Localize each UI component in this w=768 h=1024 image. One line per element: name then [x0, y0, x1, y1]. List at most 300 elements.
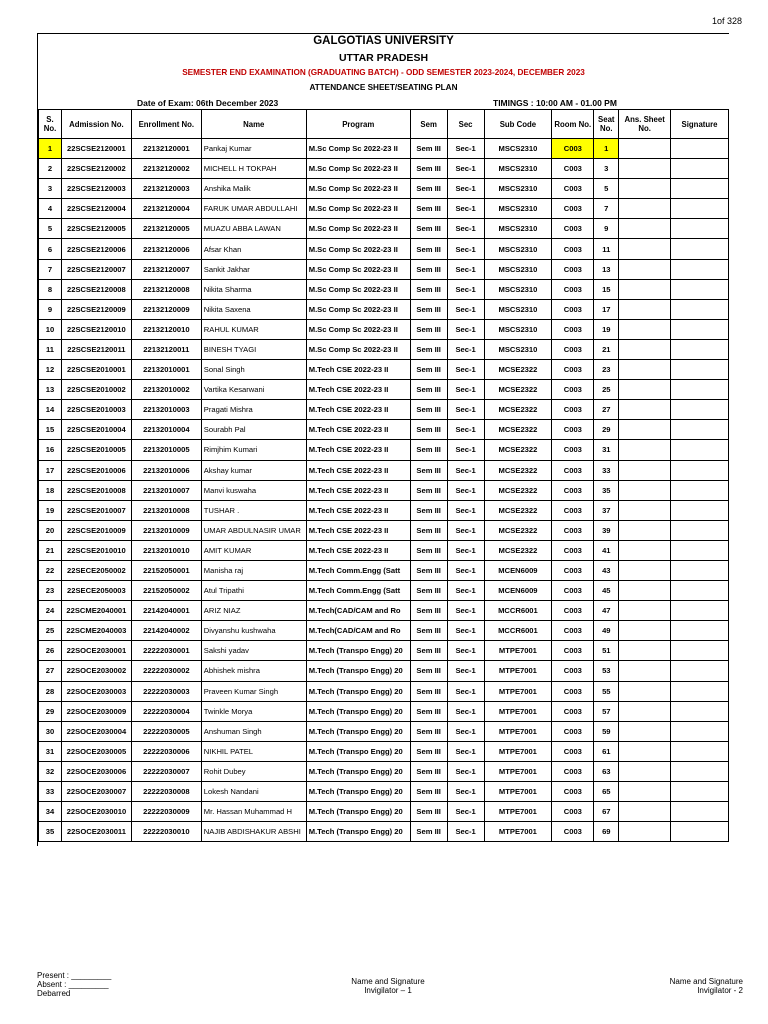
cell-room-no: C003: [552, 681, 594, 701]
cell-program: M.Tech(CAD/CAM and Ro: [306, 621, 410, 641]
cell-enrollment-no: 22222030001: [131, 641, 201, 661]
cell-admission-no: 22SOCE2030009: [61, 701, 131, 721]
cell-admission-no: 22SCSE2120005: [61, 219, 131, 239]
cell-room-no: C003: [552, 500, 594, 520]
cell-seat-no: 7: [594, 199, 619, 219]
attendance-sheet: [37, 33, 729, 846]
cell-sno: 28: [39, 681, 62, 701]
cell-sem: Sem III: [410, 802, 447, 822]
col-header-sec: Sec: [447, 110, 484, 139]
exam-title: SEMESTER END EXAMINATION (GRADUATING BATCH) - ODD SEMESTER 2023-2024, DECEMBER 2023: [182, 68, 585, 77]
cell-admission-no: 22SOCE2030010: [61, 802, 131, 822]
cell-sno: 20: [39, 520, 62, 540]
cell-sec: Sec-1: [447, 581, 484, 601]
cell-sno: 7: [39, 259, 62, 279]
cell-admission-no: 22SCSE2010005: [61, 440, 131, 460]
cell-seat-no: 61: [594, 741, 619, 761]
cell-room-no: C003: [552, 822, 594, 842]
cell-sub-code: MCSE2322: [484, 500, 552, 520]
cell-enrollment-no: 22132010002: [131, 380, 201, 400]
cell-enrollment-no: 22132120003: [131, 179, 201, 199]
cell-sno: 12: [39, 360, 62, 380]
cell-sno: 29: [39, 701, 62, 721]
cell-sec: Sec-1: [447, 621, 484, 641]
cell-sec: Sec-1: [447, 741, 484, 761]
cell-signature: [671, 179, 729, 199]
cell-sec: Sec-1: [447, 299, 484, 319]
sheet-title: ATTENDANCE SHEET/SEATING PLAN: [309, 83, 458, 92]
cell-program: M.Tech CSE 2022-23 II: [306, 440, 410, 460]
cell-sno: 6: [39, 239, 62, 259]
cell-sem: Sem III: [410, 701, 447, 721]
cell-sno: 15: [39, 420, 62, 440]
table-row: [39, 219, 729, 239]
cell-sem: Sem III: [410, 681, 447, 701]
cell-ans-sheet-no: [619, 621, 671, 641]
cell-enrollment-no: 22222030004: [131, 701, 201, 721]
cell-admission-no: 22SCSE2010002: [61, 380, 131, 400]
cell-signature: [671, 621, 729, 641]
cell-seat-no: 65: [594, 782, 619, 802]
cell-signature: [671, 822, 729, 842]
cell-enrollment-no: 22132010007: [131, 480, 201, 500]
cell-sub-code: MCSE2322: [484, 380, 552, 400]
cell-sem: Sem III: [410, 159, 447, 179]
table-row: [39, 239, 729, 259]
cell-sec: Sec-1: [447, 601, 484, 621]
cell-room-no: C003: [552, 279, 594, 299]
cell-sec: Sec-1: [447, 400, 484, 420]
cell-sub-code: MSCS2310: [484, 299, 552, 319]
cell-program: M.Tech CSE 2022-23 II: [306, 400, 410, 420]
cell-room-no: C003: [552, 219, 594, 239]
cell-room-no: C003: [552, 480, 594, 500]
table-row: [39, 641, 729, 661]
cell-seat-no: 19: [594, 319, 619, 339]
col-header-room: Room No.: [552, 110, 594, 139]
cell-sem: Sem III: [410, 581, 447, 601]
table-row: [39, 319, 729, 339]
cell-room-no: C003: [552, 761, 594, 781]
cell-enrollment-no: 22152050002: [131, 581, 201, 601]
cell-sub-code: MCEN6009: [484, 581, 552, 601]
cell-signature: [671, 540, 729, 560]
cell-room-no: C003: [552, 400, 594, 420]
cell-seat-no: 29: [594, 420, 619, 440]
cell-admission-no: 22SOCE2030006: [61, 761, 131, 781]
cell-enrollment-no: 22132120002: [131, 159, 201, 179]
cell-admission-no: 22SCSE2120007: [61, 259, 131, 279]
cell-program: M.Tech (Transpo Engg) 20: [306, 741, 410, 761]
cell-program: M.Sc Comp Sc 2022-23 II: [306, 259, 410, 279]
cell-sno: 3: [39, 179, 62, 199]
cell-sno: 18: [39, 480, 62, 500]
cell-program: M.Tech (Transpo Engg) 20: [306, 701, 410, 721]
cell-program: M.Tech CSE 2022-23 II: [306, 380, 410, 400]
table-row: [39, 480, 729, 500]
cell-sec: Sec-1: [447, 360, 484, 380]
cell-name: Afsar Khan: [201, 239, 306, 259]
cell-signature: [671, 199, 729, 219]
cell-room-no: C003: [552, 621, 594, 641]
cell-sem: Sem III: [410, 139, 447, 159]
cell-sem: Sem III: [410, 259, 447, 279]
cell-ans-sheet-no: [619, 520, 671, 540]
absent-count: Absent : _________: [37, 980, 109, 989]
cell-sem: Sem III: [410, 339, 447, 359]
cell-signature: [671, 400, 729, 420]
cell-ans-sheet-no: [619, 681, 671, 701]
cell-signature: [671, 520, 729, 540]
cell-admission-no: 22SCSE2120006: [61, 239, 131, 259]
cell-seat-no: 9: [594, 219, 619, 239]
cell-ans-sheet-no: [619, 460, 671, 480]
cell-program: M.Sc Comp Sc 2022-23 II: [306, 159, 410, 179]
cell-program: M.Sc Comp Sc 2022-23 II: [306, 279, 410, 299]
cell-ans-sheet-no: [619, 360, 671, 380]
cell-sem: Sem III: [410, 239, 447, 259]
cell-ans-sheet-no: [619, 380, 671, 400]
cell-sem: Sem III: [410, 500, 447, 520]
col-header-program: Program: [306, 110, 410, 139]
cell-seat-no: 17: [594, 299, 619, 319]
cell-sub-code: MTPE7001: [484, 641, 552, 661]
cell-enrollment-no: 22132120009: [131, 299, 201, 319]
cell-signature: [671, 259, 729, 279]
cell-enrollment-no: 22132120001: [131, 139, 201, 159]
cell-seat-no: 23: [594, 360, 619, 380]
cell-seat-no: 13: [594, 259, 619, 279]
cell-room-no: C003: [552, 199, 594, 219]
cell-admission-no: 22SCSE2010006: [61, 460, 131, 480]
cell-enrollment-no: 22132010008: [131, 500, 201, 520]
cell-enrollment-no: 22132120005: [131, 219, 201, 239]
cell-program: M.Tech (Transpo Engg) 20: [306, 641, 410, 661]
table-row: [39, 601, 729, 621]
cell-sub-code: MCSE2322: [484, 360, 552, 380]
cell-room-no: C003: [552, 540, 594, 560]
cell-ans-sheet-no: [619, 540, 671, 560]
cell-name: FARUK UMAR ABDULLAHI: [201, 199, 306, 219]
cell-program: M.Sc Comp Sc 2022-23 II: [306, 219, 410, 239]
cell-room-no: C003: [552, 339, 594, 359]
col-header-name: Name: [201, 110, 306, 139]
cell-program: M.Tech (Transpo Engg) 20: [306, 802, 410, 822]
cell-sno: 17: [39, 460, 62, 480]
cell-sno: 14: [39, 400, 62, 420]
cell-sno: 24: [39, 601, 62, 621]
exam-date: Date of Exam: 06th December 2023: [137, 98, 279, 108]
cell-name: NIKHIL PATEL: [201, 741, 306, 761]
debarred-label: Debarred: [37, 989, 71, 998]
cell-program: M.Sc Comp Sc 2022-23 II: [306, 299, 410, 319]
cell-sec: Sec-1: [447, 761, 484, 781]
cell-name: Mr. Hassan Muhammad H: [201, 802, 306, 822]
table-row: [39, 741, 729, 761]
cell-ans-sheet-no: [619, 782, 671, 802]
cell-sub-code: MTPE7001: [484, 822, 552, 842]
col-header-ans-sheet: Ans. Sheet No.: [619, 110, 671, 139]
cell-room-no: C003: [552, 661, 594, 681]
cell-ans-sheet-no: [619, 560, 671, 580]
cell-sno: 1: [39, 139, 62, 159]
cell-sec: Sec-1: [447, 380, 484, 400]
cell-ans-sheet-no: [619, 480, 671, 500]
cell-ans-sheet-no: [619, 641, 671, 661]
cell-signature: [671, 601, 729, 621]
cell-admission-no: 22SOCE2030001: [61, 641, 131, 661]
cell-ans-sheet-no: [619, 761, 671, 781]
cell-name: MUAZU ABBA LAWAN: [201, 219, 306, 239]
invigilator-1-block: [328, 977, 448, 995]
cell-enrollment-no: 22132120004: [131, 199, 201, 219]
cell-enrollment-no: 22152050001: [131, 560, 201, 580]
cell-sec: Sec-1: [447, 560, 484, 580]
cell-ans-sheet-no: [619, 661, 671, 681]
cell-sno: 8: [39, 279, 62, 299]
cell-seat-no: 11: [594, 239, 619, 259]
cell-room-no: C003: [552, 601, 594, 621]
cell-signature: [671, 741, 729, 761]
cell-sec: Sec-1: [447, 440, 484, 460]
cell-sno: 19: [39, 500, 62, 520]
table-row: [39, 560, 729, 580]
cell-admission-no: 22SCSE2120011: [61, 339, 131, 359]
cell-sub-code: MCSE2322: [484, 440, 552, 460]
cell-name: Anshuman Singh: [201, 721, 306, 741]
cell-room-no: C003: [552, 460, 594, 480]
cell-sno: 31: [39, 741, 62, 761]
cell-sno: 4: [39, 199, 62, 219]
cell-ans-sheet-no: [619, 279, 671, 299]
cell-seat-no: 15: [594, 279, 619, 299]
cell-sno: 25: [39, 621, 62, 641]
cell-admission-no: 22SCSE2010007: [61, 500, 131, 520]
cell-name: ARIZ NIAZ: [201, 601, 306, 621]
cell-name: MICHELL H TOKPAH: [201, 159, 306, 179]
cell-name: Nikita Sharma: [201, 279, 306, 299]
seating-table: [38, 109, 729, 842]
cell-seat-no: 51: [594, 641, 619, 661]
cell-sem: Sem III: [410, 460, 447, 480]
cell-signature: [671, 761, 729, 781]
cell-admission-no: 22SCSE2120009: [61, 299, 131, 319]
cell-enrollment-no: 22222030003: [131, 681, 201, 701]
cell-sno: 13: [39, 380, 62, 400]
cell-program: M.Sc Comp Sc 2022-23 II: [306, 319, 410, 339]
present-count: Present : _________: [37, 971, 112, 980]
cell-name: Lokesh Nandani: [201, 782, 306, 802]
cell-sem: Sem III: [410, 782, 447, 802]
cell-sem: Sem III: [410, 621, 447, 641]
cell-signature: [671, 219, 729, 239]
cell-signature: [671, 802, 729, 822]
table-row: [39, 761, 729, 781]
col-header-seat: Seat No.: [594, 110, 619, 139]
cell-name: NAJIB ABDISHAKUR ABSHI: [201, 822, 306, 842]
cell-name: Sonal Singh: [201, 360, 306, 380]
cell-sem: Sem III: [410, 721, 447, 741]
cell-sub-code: MSCS2310: [484, 259, 552, 279]
cell-name: Sourabh Pal: [201, 420, 306, 440]
cell-seat-no: 69: [594, 822, 619, 842]
cell-sec: Sec-1: [447, 520, 484, 540]
cell-sem: Sem III: [410, 641, 447, 661]
cell-sec: Sec-1: [447, 279, 484, 299]
cell-sem: Sem III: [410, 540, 447, 560]
cell-admission-no: 22SOCE2030007: [61, 782, 131, 802]
cell-name: Praveen Kumar Singh: [201, 681, 306, 701]
cell-seat-no: 27: [594, 400, 619, 420]
cell-room-no: C003: [552, 299, 594, 319]
cell-admission-no: 22SOCE2030002: [61, 661, 131, 681]
cell-seat-no: 45: [594, 581, 619, 601]
cell-sem: Sem III: [410, 560, 447, 580]
cell-sec: Sec-1: [447, 239, 484, 259]
cell-sec: Sec-1: [447, 641, 484, 661]
cell-name: Rohit Dubey: [201, 761, 306, 781]
cell-ans-sheet-no: [619, 259, 671, 279]
page-number: 1of 328: [711, 16, 742, 26]
cell-sub-code: MTPE7001: [484, 701, 552, 721]
cell-sem: Sem III: [410, 480, 447, 500]
cell-program: M.Tech (Transpo Engg) 20: [306, 761, 410, 781]
invigilator-1-signature-label: Name and Signature: [351, 977, 425, 986]
cell-enrollment-no: 22132010005: [131, 440, 201, 460]
cell-sec: Sec-1: [447, 219, 484, 239]
cell-admission-no: 22SCSE2120008: [61, 279, 131, 299]
cell-signature: [671, 641, 729, 661]
invigilator-2-label: Invigilator - 2: [697, 986, 743, 995]
cell-admission-no: 22SCSE2010003: [61, 400, 131, 420]
cell-enrollment-no: 22132120007: [131, 259, 201, 279]
table-row: [39, 681, 729, 701]
cell-name: Manvi kuswaha: [201, 480, 306, 500]
cell-sno: 26: [39, 641, 62, 661]
cell-seat-no: 67: [594, 802, 619, 822]
cell-sno: 2: [39, 159, 62, 179]
cell-sub-code: MSCS2310: [484, 199, 552, 219]
cell-sem: Sem III: [410, 520, 447, 540]
cell-ans-sheet-no: [619, 219, 671, 239]
cell-signature: [671, 581, 729, 601]
cell-admission-no: 22SOCE2030005: [61, 741, 131, 761]
cell-sec: Sec-1: [447, 420, 484, 440]
cell-admission-no: 22SCSE2010001: [61, 360, 131, 380]
cell-seat-no: 21: [594, 339, 619, 359]
cell-name: Sankit Jakhar: [201, 259, 306, 279]
exam-timings: TIMINGS : 10:00 AM - 01.00 PM: [493, 98, 617, 108]
cell-admission-no: 22SECE2050002: [61, 560, 131, 580]
cell-sno: 34: [39, 802, 62, 822]
cell-room-no: C003: [552, 239, 594, 259]
cell-name: Vartika Kesarwani: [201, 380, 306, 400]
table-row: [39, 721, 729, 741]
cell-name: UMAR ABDULNASIR UMAR: [201, 520, 306, 540]
cell-seat-no: 35: [594, 480, 619, 500]
cell-ans-sheet-no: [619, 581, 671, 601]
table-row: [39, 520, 729, 540]
cell-enrollment-no: 22132010010: [131, 540, 201, 560]
cell-name: Divyanshu kushwaha: [201, 621, 306, 641]
cell-sem: Sem III: [410, 199, 447, 219]
cell-sec: Sec-1: [447, 339, 484, 359]
cell-admission-no: 22SCME2040003: [61, 621, 131, 641]
table-row: [39, 661, 729, 681]
state-name: UTTAR PRADESH: [338, 52, 429, 64]
cell-room-no: C003: [552, 440, 594, 460]
cell-seat-no: 49: [594, 621, 619, 641]
cell-seat-no: 33: [594, 460, 619, 480]
cell-admission-no: 22SCSE2120003: [61, 179, 131, 199]
cell-signature: [671, 701, 729, 721]
cell-room-no: C003: [552, 581, 594, 601]
attendance-summary: [37, 971, 111, 998]
cell-room-no: C003: [552, 802, 594, 822]
cell-admission-no: 22SECE2050003: [61, 581, 131, 601]
cell-sub-code: MCEN6009: [484, 560, 552, 580]
cell-name: Atul Tripathi: [201, 581, 306, 601]
cell-enrollment-no: 22132120011: [131, 339, 201, 359]
cell-sno: 27: [39, 661, 62, 681]
cell-enrollment-no: 22132120008: [131, 279, 201, 299]
cell-name: Pankaj Kumar: [201, 139, 306, 159]
table-row: [39, 460, 729, 480]
cell-sem: Sem III: [410, 179, 447, 199]
table-row: [39, 360, 729, 380]
cell-sem: Sem III: [410, 601, 447, 621]
cell-seat-no: 47: [594, 601, 619, 621]
cell-sec: Sec-1: [447, 199, 484, 219]
cell-room-no: C003: [552, 741, 594, 761]
cell-ans-sheet-no: [619, 701, 671, 721]
cell-signature: [671, 560, 729, 580]
cell-sub-code: MCSE2322: [484, 520, 552, 540]
cell-room-no: C003: [552, 560, 594, 580]
cell-sub-code: MCSE2322: [484, 460, 552, 480]
cell-signature: [671, 139, 729, 159]
cell-program: M.Tech Comm.Engg (Satt: [306, 560, 410, 580]
cell-sec: Sec-1: [447, 822, 484, 842]
cell-sno: 11: [39, 339, 62, 359]
cell-sub-code: MSCS2310: [484, 219, 552, 239]
cell-sub-code: MCSE2322: [484, 420, 552, 440]
cell-program: M.Tech (Transpo Engg) 20: [306, 661, 410, 681]
cell-ans-sheet-no: [619, 179, 671, 199]
cell-room-no: C003: [552, 420, 594, 440]
cell-seat-no: 37: [594, 500, 619, 520]
cell-signature: [671, 721, 729, 741]
cell-seat-no: 57: [594, 701, 619, 721]
cell-seat-no: 31: [594, 440, 619, 460]
cell-sno: 10: [39, 319, 62, 339]
cell-program: M.Sc Comp Sc 2022-23 II: [306, 139, 410, 159]
cell-room-no: C003: [552, 782, 594, 802]
cell-sub-code: MCSE2322: [484, 480, 552, 500]
cell-sec: Sec-1: [447, 480, 484, 500]
cell-room-no: C003: [552, 701, 594, 721]
cell-program: M.Sc Comp Sc 2022-23 II: [306, 239, 410, 259]
cell-signature: [671, 380, 729, 400]
table-row: [39, 400, 729, 420]
cell-sub-code: MCCR6001: [484, 601, 552, 621]
cell-name: Anshika Malik: [201, 179, 306, 199]
cell-admission-no: 22SCSE2120010: [61, 319, 131, 339]
cell-sec: Sec-1: [447, 319, 484, 339]
cell-ans-sheet-no: [619, 159, 671, 179]
cell-room-no: C003: [552, 159, 594, 179]
cell-sem: Sem III: [410, 822, 447, 842]
